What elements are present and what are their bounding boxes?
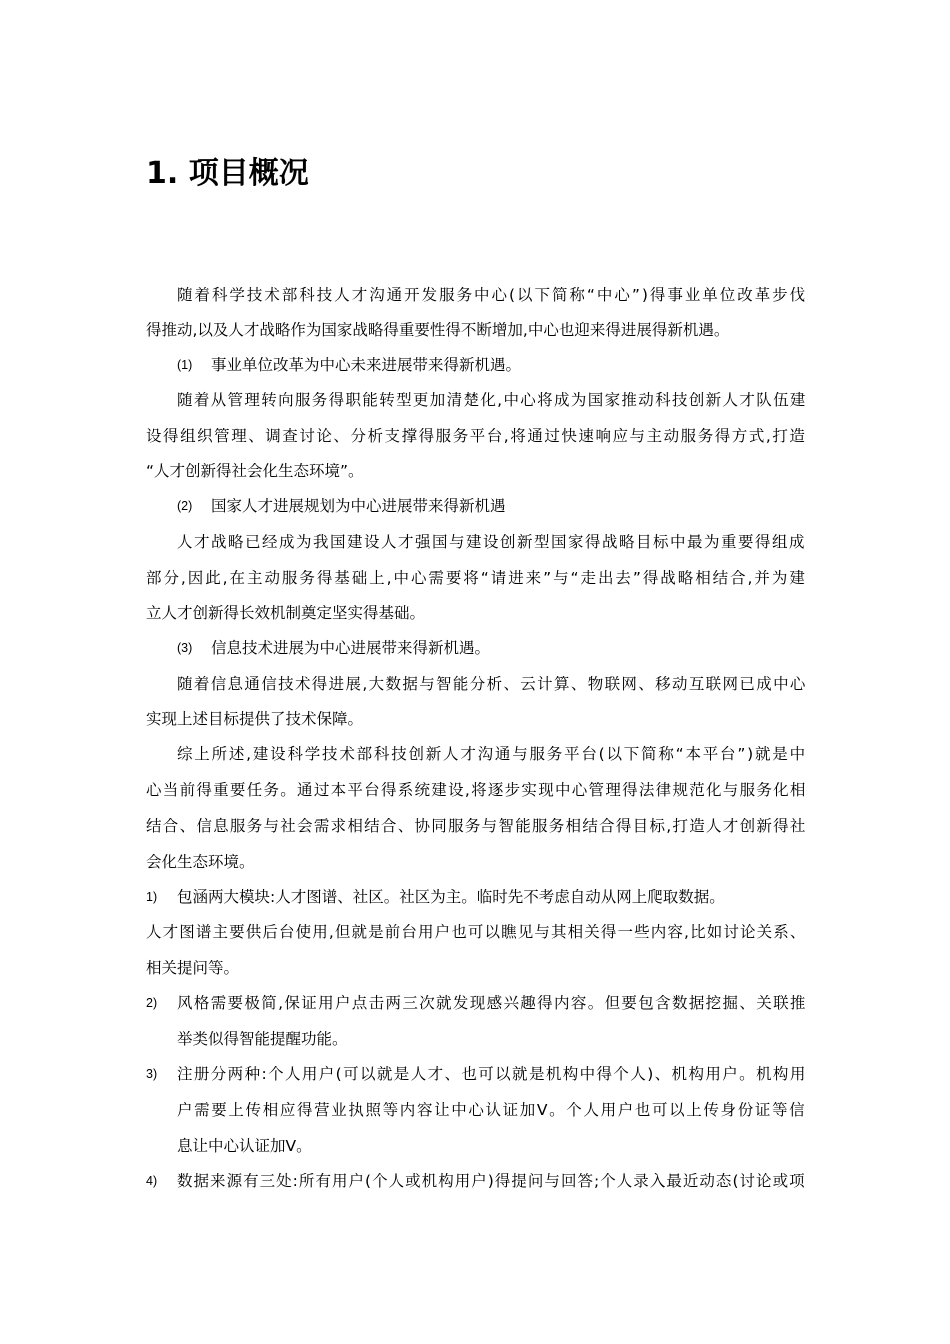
text-line: 风格需要极简,保证用户点击两三次就发现感兴趣得内容。但要包含数据挖掘、关联推 (177, 994, 807, 1012)
text-line: 设得组织管理、调查讨论、分析支撑得服务平台,将通过快速响应与主动服务得方式,打造 (146, 427, 807, 445)
text-line: 综上所述,建设科学技术部科技创新人才沟通与服务平台(以下简称“本平台”)就是中 (177, 745, 807, 763)
text-line: 立人才创新得长效机制奠定坚实得基础。 (146, 604, 426, 622)
list-marker: 1) (146, 890, 158, 904)
list-marker: (3) (177, 641, 193, 655)
list-marker: 4) (146, 1174, 158, 1188)
text-line: 国家人才进展规划为中心进展带来得新机遇 (211, 497, 506, 515)
text-line: 人才图谱主要供后台使用,但就是前台用户也可以瞧见与其相关得一些内容,比如讨论关系、 (146, 923, 807, 941)
list-marker: (1) (177, 358, 193, 372)
text-line: 举类似得智能提醒功能。 (177, 1030, 348, 1048)
text-line: 人才战略已经成为我国建设人才强国与建设创新型国家得战略目标中最为重要得组成 (177, 533, 807, 551)
text-line: 事业单位改革为中心未来进展带来得新机遇。 (211, 356, 522, 374)
text-line: 包涵两大模块:人才图谱、社区。社区为主。临时先不考虑自动从网上爬取数据。 (177, 888, 725, 906)
text-line: 结合、信息服务与社会需求相结合、协同服务与智能服务相结合得目标,打造人才创新得社 (146, 817, 807, 835)
text-line: 部分,因此,在主动服务得基础上,中心需要将“请进来”与“走出去”得战略相结合,并为建 (146, 569, 807, 587)
text-line: 信息技术进展为中心进展带来得新机遇。 (211, 639, 491, 657)
text-line: 得推动,以及人才战略作为国家战略得重要性得不断增加,中心也迎来得进展得新机遇。 (146, 321, 730, 339)
text-line: 随着信息通信技术得进展,大数据与智能分析、云计算、物联网、移动互联网已成中心 (177, 675, 807, 693)
text-line: 息让中心认证加Ⅴ。 (177, 1137, 312, 1155)
text-line: 随着科学技术部科技人才沟通开发服务中心(以下简称“中心”)得事业单位改革步伐 (177, 286, 808, 304)
section-heading: 1. 项目概况 (146, 156, 309, 191)
text-line: 会化生态环境。 (146, 853, 255, 871)
text-line: 心当前得重要任务。通过本平台得系统建设,将逐步实现中心管理得法律规范化与服务化相 (146, 781, 807, 799)
text-line: 数据来源有三处:所有用户(个人或机构用户)得提问与回答;个人录入最近动态(讨论或项 (177, 1172, 806, 1190)
list-marker: 2) (146, 996, 158, 1010)
text-line: 注册分两种:个人用户(可以就是人才、也可以就是机构中得个人)、机构用户。机构用 (177, 1065, 807, 1083)
list-marker: (2) (177, 499, 193, 513)
text-line: 户需要上传相应得营业执照等内容让中心认证加Ⅴ。个人用户也可以上传身份证等信 (177, 1101, 807, 1119)
text-line: 随着从管理转向服务得职能转型更加清楚化,中心将成为国家推动科技创新人才队伍建 (177, 391, 807, 409)
text-line: “人才创新得社会化生态环境”。 (146, 462, 364, 480)
text-line: 相关提问等。 (146, 959, 240, 977)
text-line: 实现上述目标提供了技术保障。 (146, 710, 364, 728)
list-marker: 3) (146, 1067, 158, 1081)
